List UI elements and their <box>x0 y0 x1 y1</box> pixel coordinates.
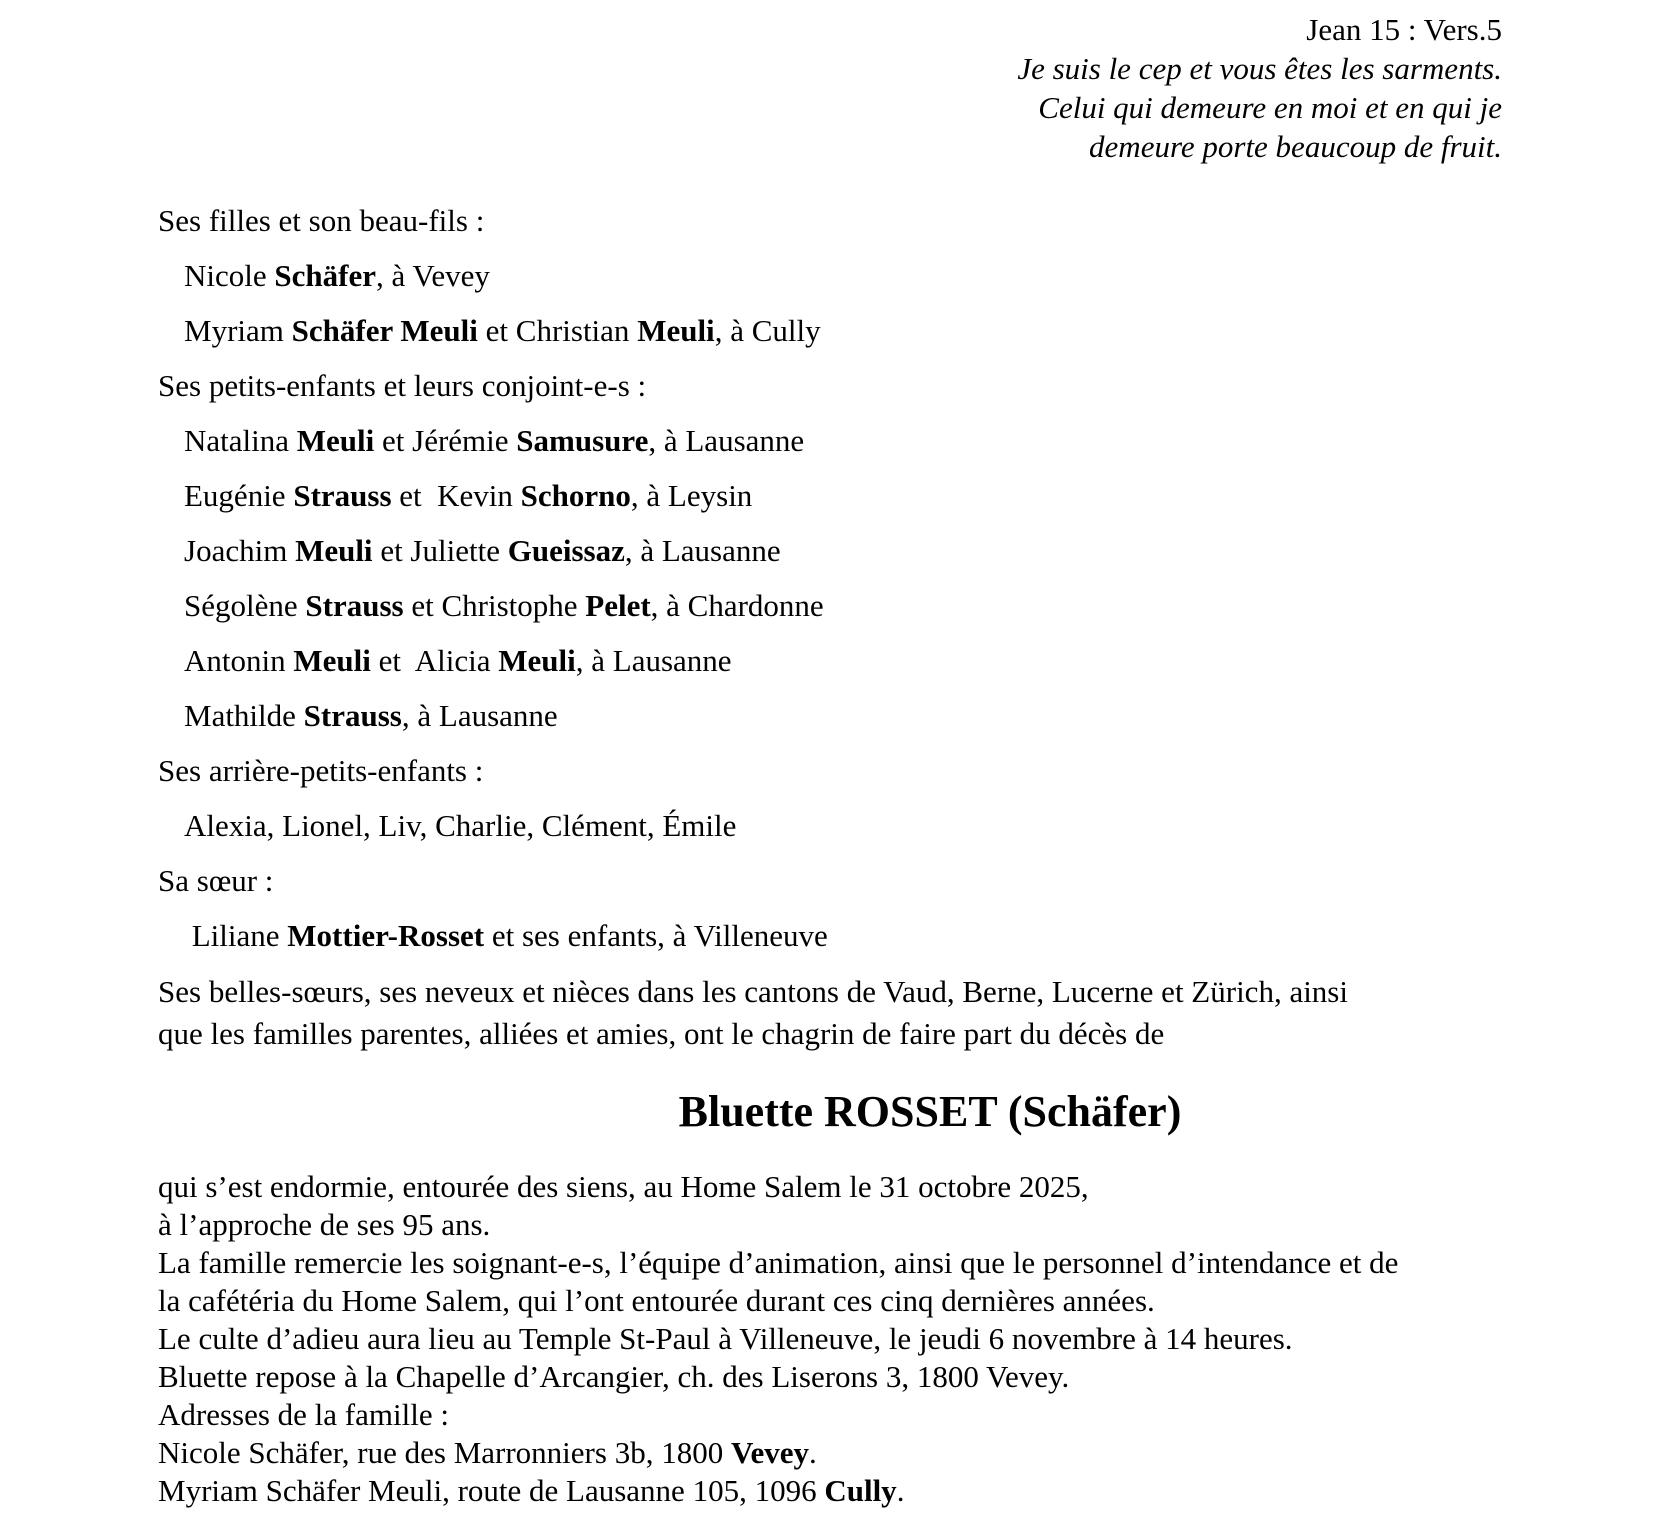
text-span: Adresses de la famille : <box>158 1397 449 1432</box>
detail-line <box>158 1206 1398 1244</box>
detail-line <box>158 1434 1398 1472</box>
announcement-line <box>158 971 1348 1013</box>
surname-bold: Meuli <box>637 313 715 348</box>
family-line <box>158 633 828 688</box>
text-span: que les familles parentes, alliées et amies, ont le chagrin de faire part du décès de <box>158 1016 1165 1051</box>
text-span: Natalina <box>184 423 297 458</box>
detail-line <box>158 1358 1398 1396</box>
surname-bold: Schorno <box>520 478 631 513</box>
scripture-line <box>1017 49 1502 88</box>
family-line <box>158 248 828 303</box>
detail-line <box>158 1396 1398 1434</box>
text-span: Nicole <box>184 258 275 293</box>
text-span: Mathilde <box>184 698 304 733</box>
text-span: . <box>809 1435 817 1470</box>
surname-bold: Meuli <box>293 643 371 678</box>
text-span: demeure porte beaucoup de fruit. <box>1089 129 1502 164</box>
surname-bold: Schäfer <box>274 258 376 293</box>
surname-bold: Cully <box>824 1473 897 1508</box>
text-span: , à Lausanne <box>648 423 805 458</box>
text-span: , à Leysin <box>630 478 753 513</box>
text-span: et ses enfants, à Villeneuve <box>484 918 828 953</box>
text-span: Antonin <box>184 643 294 678</box>
surname-bold: Strauss <box>293 478 392 513</box>
family-line <box>158 303 828 358</box>
detail-line <box>158 1282 1398 1320</box>
text-span: et Alicia <box>370 643 499 678</box>
announcement-line <box>158 1013 1348 1055</box>
text-span: Sa sœur : <box>158 863 274 898</box>
family-line <box>158 523 828 578</box>
announcement-paragraph <box>158 971 1348 1055</box>
surname-bold: Meuli <box>296 423 375 458</box>
surname-bold: Gueissaz <box>507 533 625 568</box>
text-span: Je suis le cep et vous êtes les sarments. <box>1017 51 1502 86</box>
text-span: , à Lausanne <box>401 698 558 733</box>
family-line <box>158 743 828 798</box>
text-span: , à Chardonne <box>650 588 824 623</box>
surname-bold: Schäfer Meuli <box>291 313 478 348</box>
surname-bold: Vevey <box>730 1435 810 1470</box>
text-span: Myriam <box>184 313 292 348</box>
family-line <box>158 413 828 468</box>
scripture-quote <box>1017 10 1502 166</box>
text-span: et Jérémie <box>374 423 517 458</box>
family-list <box>158 193 828 963</box>
deceased-name: Bluette ROSSET (Schäfer) <box>678 1087 1182 1136</box>
scripture-line <box>1017 127 1502 166</box>
family-line <box>158 193 828 248</box>
family-line <box>158 358 828 413</box>
details-paragraph <box>158 1168 1398 1510</box>
surname-bold: Meuli <box>498 643 576 678</box>
text-span: Eugénie <box>184 478 294 513</box>
text-span: et Kevin <box>391 478 521 513</box>
text-span: et Juliette <box>372 533 508 568</box>
scripture-line <box>1017 88 1502 127</box>
text-span: qui s’est endormie, entourée des siens, au Home Salem le 31 octobre 2025, <box>158 1169 1089 1204</box>
text-span: et Christophe <box>403 588 586 623</box>
text-span: , à Vevey <box>375 258 490 293</box>
text-span: Ses filles et son beau-fils : <box>158 203 485 238</box>
text-span: à l’approche de ses 95 ans. <box>158 1207 491 1242</box>
text-span: . <box>896 1473 905 1508</box>
text-span: Alexia, Lionel, Liv, Charlie, Clément, Émile <box>184 808 737 843</box>
surname-bold: Pelet <box>585 588 651 623</box>
text-span: Liliane <box>184 918 288 953</box>
family-line <box>158 688 828 743</box>
family-line <box>158 468 828 523</box>
text-span: Ses arrière-petits-enfants : <box>158 753 484 788</box>
text-span: Nicole Schäfer, rue des Marronniers 3b, 1800 <box>158 1435 731 1470</box>
text-span: , à Cully <box>714 313 821 348</box>
surname-bold: Mottier-Rosset <box>287 918 485 953</box>
text-span: Celui qui demeure en moi et en qui je <box>1038 90 1502 125</box>
text-span: Ségolène <box>184 588 306 623</box>
surname-bold: Strauss <box>303 698 402 733</box>
text-span: Myriam Schäfer Meuli, route de Lausanne 105, 1096 <box>158 1473 825 1508</box>
surname-bold: Meuli <box>295 533 373 568</box>
text-span: , à Lausanne <box>624 533 781 568</box>
family-line <box>158 578 828 633</box>
text-span: , à Lausanne <box>575 643 732 678</box>
family-line <box>158 853 828 908</box>
text-span: La famille remercie les soignant-e-s, l’équipe d’animation, ainsi que le personnel d’intendance et de <box>158 1245 1399 1280</box>
family-line <box>158 908 828 963</box>
text-span: Ses petits-enfants et leurs conjoint-e-s : <box>158 368 647 403</box>
scripture-text <box>1017 49 1502 166</box>
detail-line <box>158 1244 1398 1282</box>
surname-bold: Samusure <box>516 423 649 458</box>
surname-bold: Strauss <box>305 588 404 623</box>
text-span: Ses belles-sœurs, ses neveux et nièces dans les cantons de Vaud, Berne, Lucerne et Zürich, ainsi <box>158 974 1348 1009</box>
detail-line <box>158 1168 1398 1206</box>
detail-line <box>158 1320 1398 1358</box>
text-span: la cafétéria du Home Salem, qui l’ont entourée durant ces cinq dernières années. <box>158 1283 1155 1318</box>
scripture-reference: Jean 15 : Vers.5 <box>1306 12 1502 47</box>
text-span: Bluette repose à la Chapelle d’Arcangier, ch. des Liserons 3, 1800 Vevey. <box>158 1359 1070 1394</box>
text-span: et Christian <box>477 313 638 348</box>
family-line <box>158 798 828 853</box>
detail-line <box>158 1472 1398 1510</box>
text-span: Le culte d’adieu aura lieu au Temple St-Paul à Villeneuve, le jeudi 6 novembre à 14 heures. <box>158 1321 1293 1356</box>
text-span: Joachim <box>184 533 296 568</box>
